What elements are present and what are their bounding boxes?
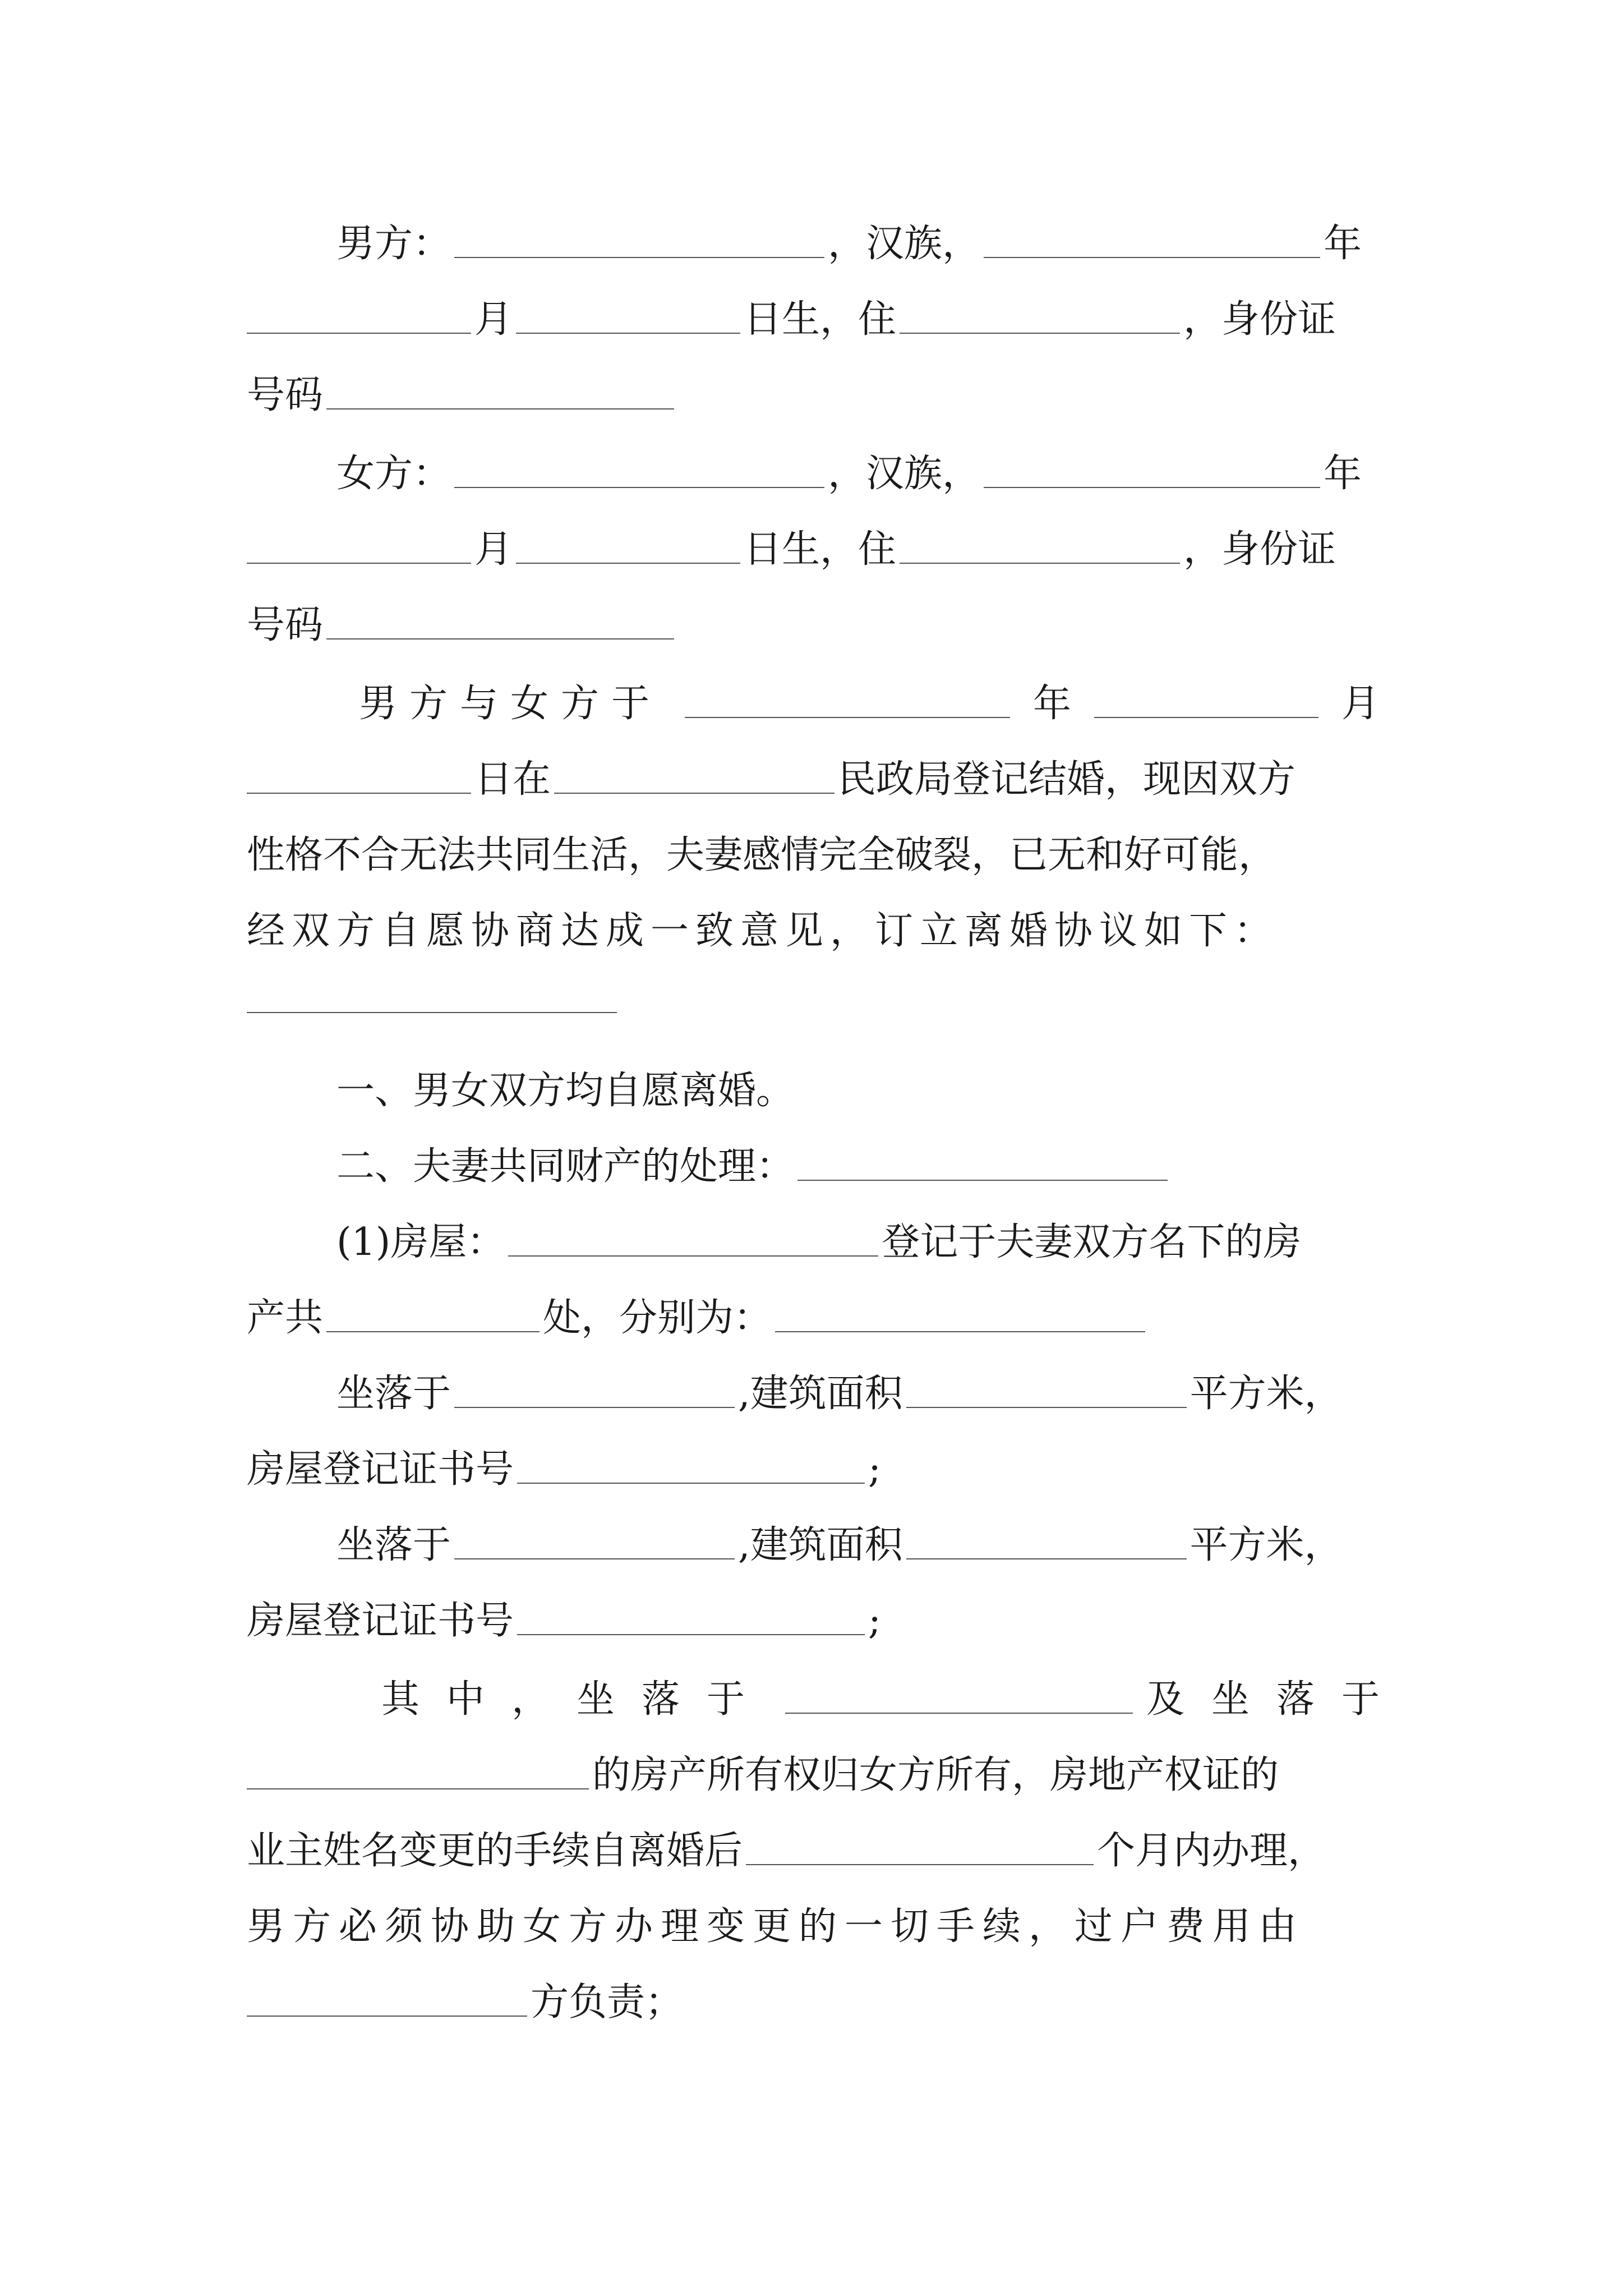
male-address-blank[interactable]	[900, 299, 1180, 334]
line-marriage-registry	[247, 749, 1380, 811]
text: 年	[1032, 682, 1071, 726]
line-ownership	[247, 1745, 1380, 1806]
line-transfer-assist: 男方必须协助女方办理变更的一切手续，过户费用由	[247, 1904, 1305, 1949]
owned-house-2-blank[interactable]	[247, 1755, 589, 1789]
line-reason: 性格不合无法共同生活，夫妻感情完全破裂，已无和好可能，	[247, 833, 1277, 877]
marriage-month-blank[interactable]	[1094, 683, 1318, 718]
line-transfer-fee	[247, 1972, 1380, 2033]
male-birth-month-blank[interactable]	[247, 299, 471, 334]
intro-blank[interactable]	[247, 1010, 617, 1013]
text: 女方：	[336, 452, 451, 496]
line-transfer-period	[247, 1820, 1380, 1882]
house-1-cert-blank[interactable]	[517, 1449, 865, 1484]
text: 民政局登记结婚，现因双方	[838, 757, 1296, 802]
house-2-cert-blank[interactable]	[517, 1600, 865, 1635]
female-birth-month-blank[interactable]	[247, 529, 471, 564]
male-name-blank[interactable]	[454, 223, 824, 258]
text: 业主姓名变更的手续自离婚后	[247, 1829, 743, 1873]
text: 日生，住	[744, 527, 897, 572]
female-name-blank[interactable]	[454, 453, 824, 488]
line-ownership-location	[381, 1669, 1407, 1731]
line-house-count	[247, 1287, 1380, 1349]
text: 坐落于	[336, 1523, 451, 1567]
clause-house	[336, 1212, 1380, 1273]
fee-party-blank[interactable]	[247, 1982, 527, 2017]
line-house-2-location	[336, 1515, 1380, 1576]
line-female-birth	[247, 519, 1380, 581]
transfer-months-blank[interactable]	[746, 1830, 1094, 1865]
female-id-blank[interactable]	[326, 605, 674, 639]
line-marriage-date	[359, 673, 1380, 735]
text: 男方与女方于	[359, 682, 662, 726]
text: 年	[1324, 222, 1362, 266]
house-2-location-blank[interactable]	[454, 1525, 735, 1559]
line-male-id	[247, 365, 1380, 426]
text: 房屋登记证书号	[247, 1447, 514, 1492]
house-count-blank[interactable]	[326, 1297, 540, 1332]
female-birth-day-blank[interactable]	[516, 529, 740, 564]
registry-bureau-blank[interactable]	[554, 759, 834, 794]
text: 其中，坐落于	[381, 1677, 772, 1722]
line-male-birth	[247, 289, 1380, 351]
text: 号码	[247, 373, 324, 417]
marriage-day-blank[interactable]	[247, 759, 471, 794]
text: 日生，住	[744, 297, 897, 342]
property-blank[interactable]	[797, 1146, 1168, 1181]
owned-house-1-blank[interactable]	[785, 1679, 1133, 1714]
line-male-name	[336, 213, 1380, 275]
house-2-area-blank[interactable]	[906, 1525, 1187, 1559]
text: 年	[1324, 452, 1362, 496]
house-list-blank[interactable]	[775, 1297, 1145, 1332]
text: ;	[868, 1447, 881, 1492]
marriage-year-blank[interactable]	[685, 683, 1010, 718]
text: ，汉族，	[828, 222, 981, 266]
text: ，身份证	[1183, 297, 1336, 342]
text: 二、夫妻共同财产的处理：	[336, 1144, 795, 1189]
text: 平方米，	[1189, 1372, 1343, 1416]
line-house-2-cert	[247, 1590, 1380, 1652]
clause-one: 一、男女双方均自愿离婚。	[336, 1069, 795, 1113]
text: 个月内办理，	[1097, 1829, 1326, 1873]
text: 登记于夫妻双方名下的房	[882, 1220, 1302, 1264]
house-blank[interactable]	[508, 1222, 878, 1257]
text: 产共	[247, 1296, 324, 1340]
line-agreement-intro: 经双方自愿协商达成一致意见，订立离婚协议如下：	[247, 909, 1279, 953]
clause-two	[336, 1136, 1380, 1198]
text: 的房产所有权归女方所有，房地产权证的	[592, 1753, 1279, 1797]
text: 房屋登记证书号	[247, 1599, 514, 1643]
text: 平方米，	[1189, 1523, 1343, 1567]
text: ;	[868, 1599, 881, 1643]
text: ，身份证	[1183, 527, 1336, 572]
house-1-area-blank[interactable]	[906, 1373, 1187, 1408]
line-female-name	[336, 443, 1380, 505]
text: 方负责；	[531, 1980, 684, 2024]
female-birth-year-blank[interactable]	[984, 453, 1320, 488]
male-birth-year-blank[interactable]	[984, 223, 1320, 258]
line-female-id	[247, 595, 1380, 656]
male-birth-day-blank[interactable]	[516, 299, 740, 334]
text: 及坐落于	[1146, 1677, 1407, 1722]
text: 月	[474, 297, 513, 342]
text: 日在	[474, 757, 551, 802]
text: (1)房屋：	[336, 1220, 505, 1264]
male-id-blank[interactable]	[326, 375, 674, 409]
text: 男方：	[336, 222, 451, 266]
text: 坐落于	[336, 1372, 451, 1416]
text: ,建筑面积	[738, 1372, 903, 1416]
female-address-blank[interactable]	[900, 529, 1180, 564]
text: ，汉族，	[828, 452, 981, 496]
text: 月	[474, 527, 513, 572]
text: 月	[1341, 682, 1380, 726]
text: 处，分别为：	[543, 1296, 772, 1340]
line-house-1-cert	[247, 1439, 1380, 1501]
text: ,建筑面积	[738, 1523, 903, 1567]
house-1-location-blank[interactable]	[454, 1373, 735, 1408]
text: 号码	[247, 603, 324, 647]
line-house-1-location	[336, 1363, 1380, 1425]
